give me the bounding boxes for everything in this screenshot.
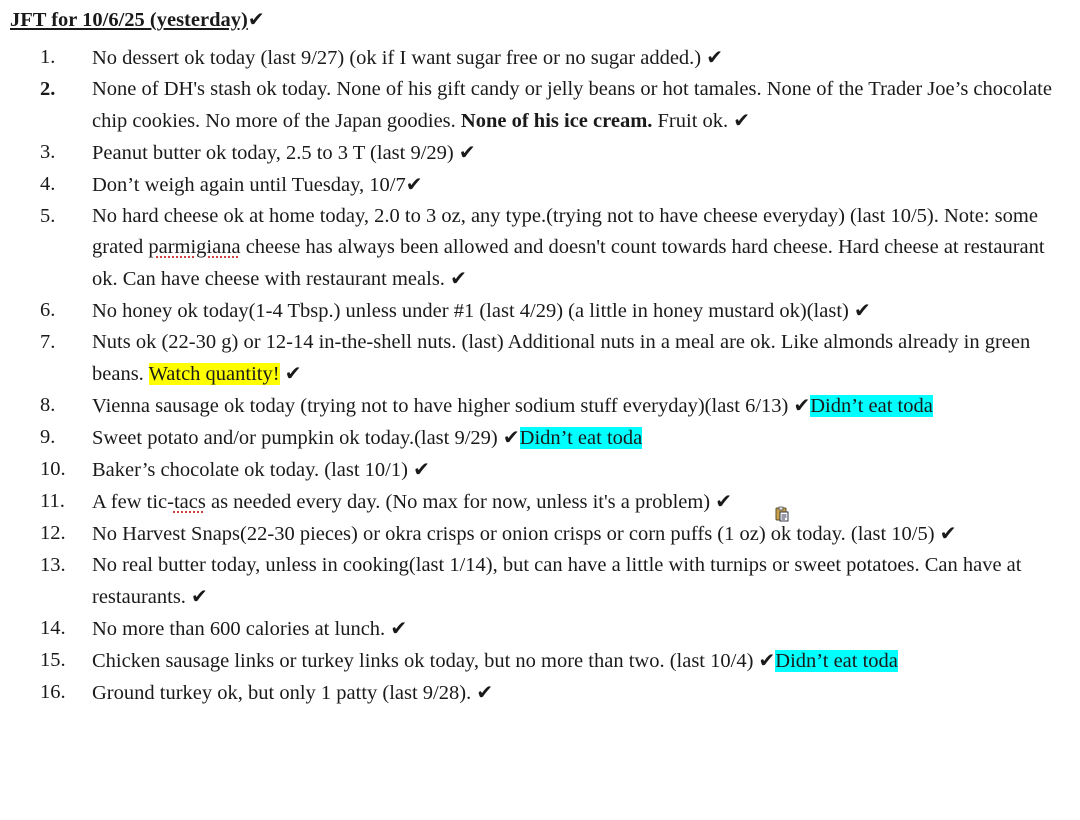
check-icon: ✔ (706, 45, 724, 69)
list-item: 7. Nuts ok (22-30 g) or 12-14 in-the-shell nuts. (last) Additional nuts in a meal are ok. Like almonds already in green beans. Watch quantity! ✔ (0, 327, 1080, 390)
list-item: 6. No honey ok today(1-4 Tbsp.) unless under #1 (last 4/29) (a little in honey mustard ok)(last) ✔ (0, 295, 1080, 327)
list-item: 14. No more than 600 calories at lunch. ✔ (0, 613, 1080, 645)
check-icon: ✔ (793, 393, 811, 417)
check-icon: ✔ (476, 680, 494, 704)
list-item: 2. None of DH's stash ok today. None of his gift candy or jelly beans or hot tamales. None of the Trader Joe’s chocolate chip cookies. No more of the Japan goodies. None of his ice cream. Fruit ok. ✔ (0, 74, 1080, 137)
list-item: 8. Vienna sausage ok today (trying not to have higher sodium stuff everyday)(last 6/13) ✔Didn’t eat toda (0, 390, 1080, 422)
check-icon: ✔ (458, 140, 476, 164)
cyan-highlight: Didn’t eat toda (519, 427, 643, 449)
list-item: 5. No hard cheese ok at home today, 2.0 to 3 oz, any type.(trying not to have cheese everyday) (last 10/5). Note: some grated parmigiana cheese has always been allowed and doesn't count towards hard cheese. Hard cheese at restaurant ok. Can have cheese with restaurant meals. ✔ (0, 201, 1080, 295)
list-item: 3. Peanut butter ok today, 2.5 to 3 T (last 9/29) ✔ (0, 137, 1080, 169)
check-icon: ✔ (284, 361, 302, 385)
title-text: JFT for 10/6/25 (yesterday) (10, 9, 248, 31)
list-item: 9. Sweet potato and/or pumpkin ok today.(last 9/29) ✔Didn’t eat toda (0, 422, 1080, 454)
cyan-highlight: Didn’t eat toda (775, 650, 898, 672)
list-item: 16. Ground turkey ok, but only 1 patty (last 9/28). ✔ (0, 677, 1080, 709)
check-icon: ✔ (247, 7, 265, 31)
check-icon: ✔ (758, 648, 776, 672)
check-icon: ✔ (733, 108, 751, 132)
check-icon: ✔ (191, 584, 208, 608)
list-item: 11. A few tic-tacs as needed every day. (No max for now, unless it's a problem) ✔ (0, 486, 1080, 518)
list-item: 13. No real butter today, unless in cooking(last 1/14), but can have a little with turnips or sweet potatoes. Can have at restaurants. ✔ (0, 550, 1080, 613)
check-icon: ✔ (939, 521, 957, 545)
cyan-highlight: Didn’t eat toda (810, 395, 933, 417)
spellcheck-word[interactable]: parmigiana (148, 236, 241, 258)
check-icon: ✔ (390, 616, 408, 640)
rules-list (0, 42, 1080, 709)
check-icon: ✔ (405, 172, 423, 196)
yellow-highlight: Watch quantity! (148, 363, 280, 385)
list-item: 1. No dessert ok today (last 9/27) (ok if I want sugar free or no sugar added.) ✔ (0, 42, 1080, 74)
check-icon: ✔ (413, 457, 430, 481)
check-icon: ✔ (450, 266, 467, 290)
check-icon: ✔ (715, 489, 733, 513)
check-icon: ✔ (853, 298, 871, 322)
page-title (10, 4, 265, 36)
list-item: 4. Don’t weigh again until Tuesday, 10/7✔ (0, 169, 1080, 201)
list-item: 10. Baker’s chocolate ok today. (last 10/1) ✔ (0, 454, 1080, 486)
spellcheck-word[interactable]: tacs (173, 491, 206, 513)
list-item: 15. Chicken sausage links or turkey links ok today, but no more than two. (last 10/4) ✔Didn’t eat toda (0, 645, 1080, 677)
paste-options-icon[interactable] (774, 506, 790, 522)
check-icon: ✔ (502, 425, 520, 449)
list-item: 12. No Harvest Snaps(22-30 pieces) or okra crisps or onion crisps or corn puffs (1 oz) ok today. (last 10/5) ✔ (0, 518, 1080, 550)
